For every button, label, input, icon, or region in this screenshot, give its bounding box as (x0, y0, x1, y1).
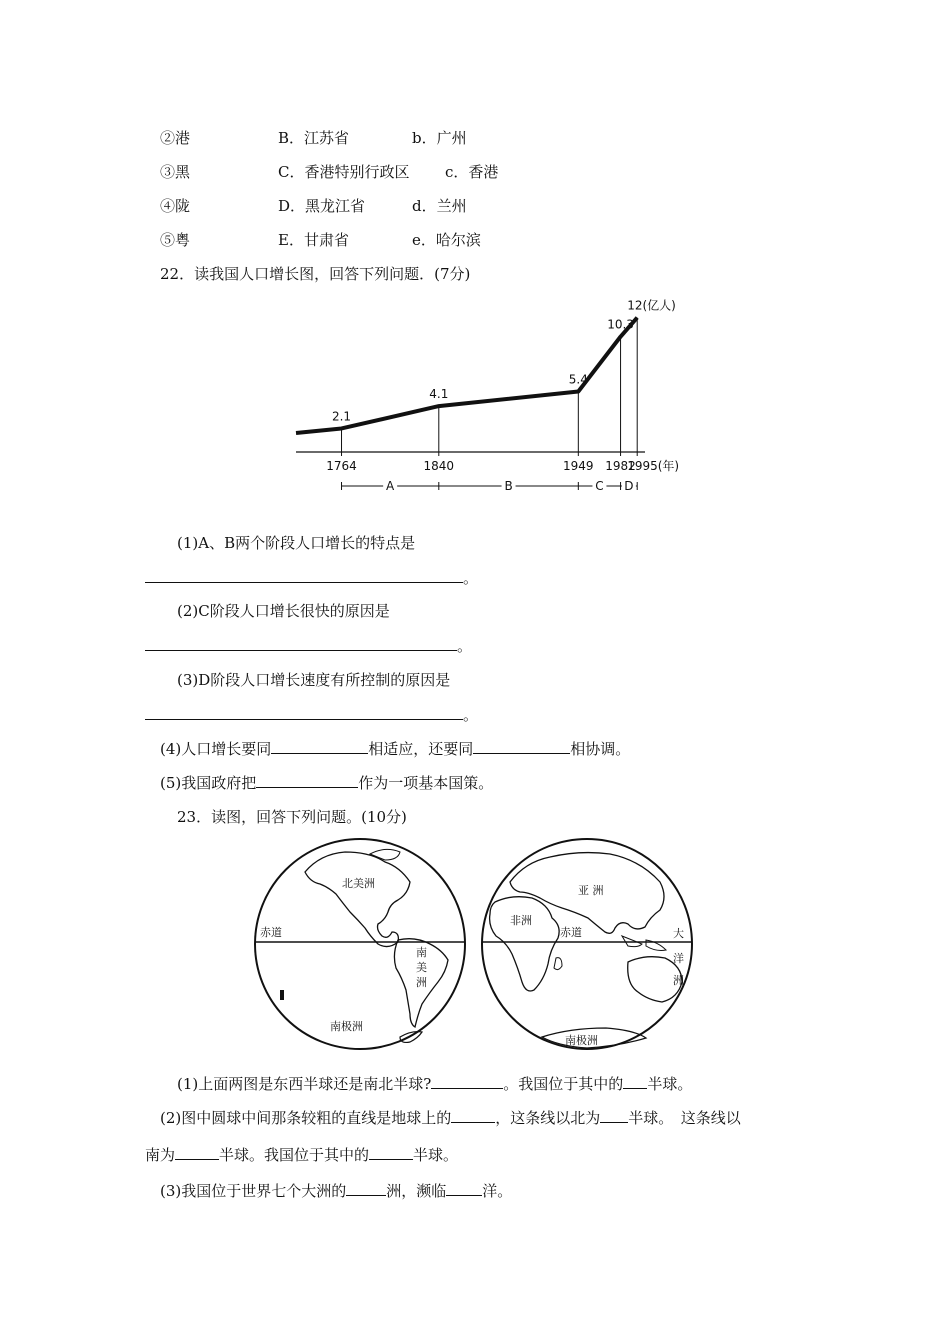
label-south-america-1: 南 (416, 946, 427, 959)
population-growth-chart (280, 290, 680, 505)
q23-sub1-text-c: 半球。 (647, 1075, 693, 1093)
tick-label-1764: 1764 (326, 459, 357, 473)
q22-sub2: (2)C阶段人口增长很快的原因是 (177, 602, 390, 620)
data-label-1995: 12(亿人) (627, 298, 676, 313)
q22-sub4-text-a: (4)人口增长要同 (160, 740, 272, 758)
q23-sub1 (177, 1073, 692, 1094)
q22-sub1: (1)A、B两个阶段人口增长的特点是 (177, 534, 416, 552)
label-equator-east: 赤道 (560, 926, 582, 939)
label-asia: 亚 洲 (578, 884, 604, 897)
stage-label-A: A (386, 479, 395, 493)
tick-label-1995: 1995(年) (627, 459, 680, 473)
q22-sub4 (160, 738, 630, 759)
abbr-gang: ②港 (160, 129, 191, 147)
data-label-1840: 4.1 (429, 387, 449, 402)
q23-sub2-continued (145, 1144, 458, 1165)
label-south-america-2: 美 (416, 961, 427, 974)
blank-field[interactable] (451, 1107, 495, 1123)
q22-sub5 (160, 772, 493, 793)
data-label-1764: 2.1 (331, 409, 352, 424)
question-22-title: 22．读我国人口增长图，回答下列问题．(7分) (160, 265, 471, 283)
q23-sub2-text-c: 半球。 这条线以 (628, 1109, 741, 1127)
end-mark: 。 (463, 706, 479, 724)
q23-sub1-text-a: (1)上面两图是东西半球还是南北半球? (177, 1075, 432, 1093)
tick-label-1840: 1840 (423, 459, 455, 473)
label-oceania-3: 洲 (673, 974, 684, 987)
blank-field[interactable] (446, 1180, 482, 1196)
province-hongkong: C．香港特别行政区 (278, 163, 410, 181)
blank-field[interactable] (431, 1073, 503, 1089)
tick-label-1982: 1982 (605, 459, 636, 473)
end-mark: 。 (457, 637, 473, 655)
blank-field[interactable] (369, 1144, 413, 1160)
q23-sub3-text-b: 洲，濒临 (386, 1182, 447, 1200)
abbr-yue: ⑤粤 (160, 231, 191, 249)
stage-label-B: B (504, 479, 513, 493)
abbr-hei: ③黑 (160, 163, 191, 181)
q23-sub2-text-e: 半球。我国位于其中的 (219, 1146, 370, 1164)
q22-sub4-text-c: 相协调。 (570, 740, 631, 758)
province-gansu: E．甘肃省 (278, 231, 349, 249)
data-label-1949: 5.4 (568, 372, 588, 387)
q23-sub3 (160, 1180, 512, 1201)
blank-field[interactable] (256, 772, 358, 788)
label-oceania-1: 大 (673, 927, 684, 940)
label-south-america-3: 洲 (416, 976, 427, 989)
blank-field[interactable] (623, 1073, 647, 1089)
question-23-title: 23．读图，回答下列问题。(10分) (177, 808, 407, 826)
city-lanzhou: d．兰州 (412, 197, 467, 215)
eastern-hemisphere (482, 839, 692, 1049)
q22-answer-line-2[interactable] (145, 635, 472, 656)
q22-answer-line-1[interactable] (145, 567, 478, 588)
label-antarctica-west: 南极洲 (330, 1020, 363, 1033)
label-equator-west: 赤道 (260, 926, 282, 939)
city-hongkong: c．香港 (445, 163, 499, 181)
q22-sub5-text-b: 作为一项基本国策。 (358, 774, 494, 792)
q22-answer-line-3[interactable] (145, 704, 478, 725)
q23-sub3-text-a: (3)我国位于世界七个大洲的 (160, 1182, 347, 1200)
blank-field[interactable] (600, 1107, 628, 1123)
province-jiangsu: B．江苏省 (278, 129, 350, 147)
stage-label-D: D (624, 479, 634, 493)
q23-sub2-text-f: 半球。 (413, 1146, 459, 1164)
q22-sub3: (3)D阶段人口增长速度有所控制的原因是 (177, 671, 451, 689)
q23-sub2-text-a: (2)图中圆球中间那条较粗的直线是地球上的 (160, 1109, 452, 1127)
stage-label-C: C (595, 479, 604, 493)
western-hemisphere (255, 839, 465, 1049)
blank-field[interactable] (473, 738, 570, 754)
q23-sub3-text-c: 洋。 (482, 1182, 513, 1200)
city-harbin: e．哈尔滨 (412, 231, 481, 249)
blank-field[interactable] (346, 1180, 386, 1196)
abbr-long: ④陇 (160, 197, 191, 215)
end-mark: 。 (463, 569, 479, 587)
hemisphere-map (250, 832, 700, 1057)
q23-sub2-text-d: 南为 (145, 1146, 176, 1164)
city-guangzhou: b．广州 (412, 129, 467, 147)
data-label-1982: 10.3 (607, 317, 634, 332)
province-heilongjiang: D．黑龙江省 (278, 197, 366, 215)
tick-label-1949: 1949 (563, 459, 594, 473)
q23-sub2-text-b: ，这条线以北为 (495, 1109, 601, 1127)
q23-sub1-text-b: 。我国位于其中的 (503, 1075, 624, 1093)
label-oceania-2: 洋 (673, 952, 684, 965)
q22-sub5-text-a: (5)我国政府把 (160, 774, 257, 792)
label-antarctica-east: 南极洲 (565, 1034, 598, 1047)
q22-sub4-text-b: 相适应，还要同 (368, 740, 474, 758)
blank-field[interactable] (271, 738, 368, 754)
q23-sub2 (160, 1107, 741, 1128)
label-north-america: 北美洲 (342, 877, 375, 890)
blank-field[interactable] (175, 1144, 219, 1160)
label-africa: 非洲 (510, 914, 532, 927)
